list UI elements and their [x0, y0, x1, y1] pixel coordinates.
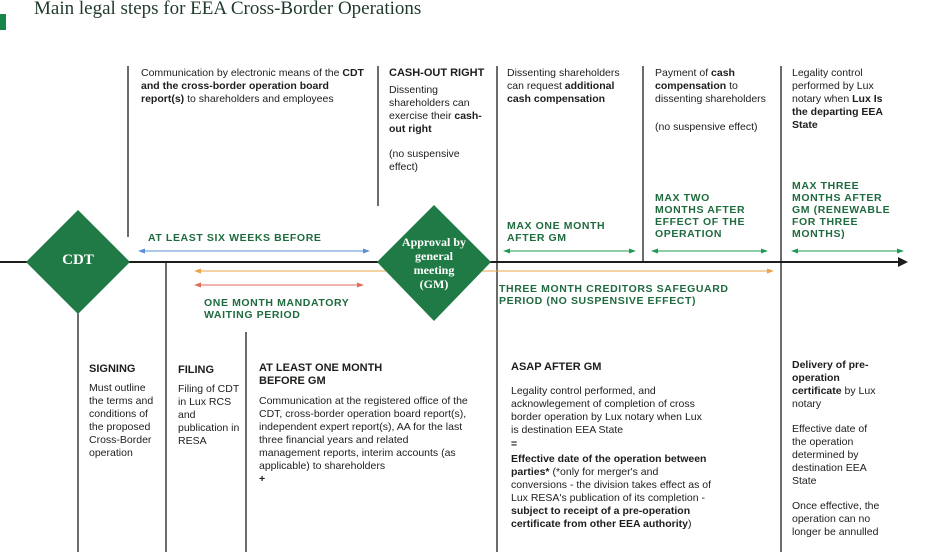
delivery-text-2: Once effective, the operation can no longer be annulled: [792, 500, 880, 538]
three-months-label: MAX THREE MONTHS AFTER GM (RENEWABLE FOR THREE MONTHS): [792, 180, 891, 240]
one-month-heading: AT LEAST ONE MONTH BEFORE GM: [259, 362, 383, 387]
page-title: Main legal steps for EEA Cross-Border Operations: [34, 0, 422, 19]
legality-text: Legality control performed by Lux notary when Lux Is the departing EEA State: [792, 67, 883, 131]
cashout-note: (no suspensive effect): [389, 147, 460, 173]
filing-heading: FILING: [178, 364, 215, 376]
timeline-arrowhead: [898, 257, 908, 267]
asap-equals: =: [511, 437, 518, 450]
comm-text: Communication by electronic means of the CDT and the cross-border operation board report(s) to shareholders and employees: [141, 67, 364, 105]
one-month-block: [259, 362, 469, 486]
filing-text: Filing of CDT in Lux RCS and publication in RESA: [178, 382, 240, 447]
signing-heading: SIGNING: [89, 363, 136, 375]
cashout-block: [389, 67, 489, 174]
cdt-label: CDT: [62, 252, 94, 268]
waiting-period-label: ONE MONTH MANDATORY WAITING PERIOD: [204, 297, 350, 321]
cashout-heading: CASH-OUT RIGHT: [389, 67, 485, 79]
creditors-arrow: [194, 269, 774, 274]
signing-text: Must outline the terms and conditions of the proposed Cross-Border operation: [89, 381, 154, 459]
payment-text: Payment of cash compensation to dissenting shareholders: [655, 67, 766, 105]
signing-block: [89, 363, 161, 460]
one-month-after-label: MAX ONE MONTH AFTER GM: [507, 220, 606, 244]
waiting-period-arrow: [194, 283, 364, 288]
one-month-plus: +: [259, 473, 266, 485]
three-months-arrow: [791, 249, 904, 254]
asap-block: [511, 361, 711, 531]
cashout-text: Dissenting shareholders can exercise their cash-out right: [389, 83, 482, 135]
asap-text: Legality control performed, and acknowlegement of completion of cross border operation by Lux notary when Lux is destination EEA State: [511, 384, 702, 436]
payment-block: [655, 67, 775, 134]
delivery-block: [792, 359, 884, 539]
delivery-text-1: Effective date of the operation determined by destination EEA State: [792, 423, 868, 487]
one-month-text: Communication at the registered office of the CDT, cross-border operation board report(s), independent expert report(s), AA for the last three financial years and related management reports, interim accounts (as applicable) to shareholders: [259, 395, 468, 472]
gm-label: Approval by general meeting (GM): [401, 235, 467, 291]
two-months-label: MAX TWO MONTHS AFTER EFFECT OF THE OPERATION: [655, 192, 746, 240]
creditors-label: THREE MONTH CREDITORS SAFEGUARD PERIOD (NO SUSPENSIVE EFFECT): [499, 283, 729, 307]
six-weeks-arrow: [138, 249, 370, 254]
one-month-after-arrow: [503, 249, 636, 254]
payment-note: (no suspensive effect): [655, 121, 758, 133]
two-months-arrow: [651, 249, 768, 254]
six-weeks-label: AT LEAST SIX WEEKS BEFORE: [148, 232, 322, 244]
asap-effective: Effective date of the operation between parties* (*only for merger's and conversions - the division takes effect as of Lux RESA's publication of its completion - subject to receipt of a pre-operation certificate from other EEA authority): [511, 452, 711, 530]
dissent-text: Dissenting shareholders can request additional cash compensation: [507, 67, 620, 105]
filing-block: [178, 364, 240, 448]
delivery-heading: Delivery of pre-operation certificate by Lux notary: [792, 359, 876, 410]
asap-heading: ASAP AFTER GM: [511, 361, 602, 373]
